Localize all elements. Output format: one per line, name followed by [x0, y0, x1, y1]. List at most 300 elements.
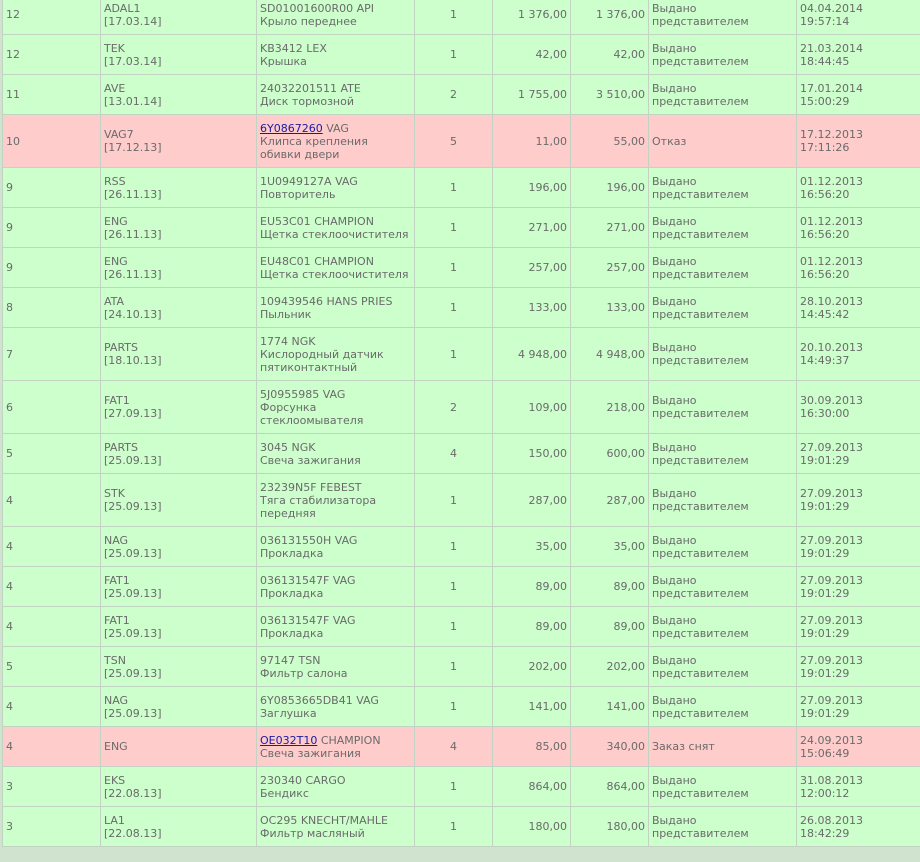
order-number-cell — [3, 767, 101, 807]
supplier-code: NAG — [104, 533, 129, 547]
sum-cell — [571, 527, 649, 567]
part-brand: VAG — [332, 573, 356, 587]
part-code-line — [260, 774, 411, 787]
price-cell — [493, 75, 571, 115]
status-text: Выдано — [652, 81, 697, 95]
part-code: 036131547F — [260, 613, 330, 627]
order-number: 12 — [6, 48, 20, 61]
datetime-cell — [797, 75, 920, 115]
part-brand: FEBEST — [320, 480, 362, 494]
unit-price: 196,00 — [528, 181, 567, 194]
supplier-cell — [101, 527, 257, 567]
status-time: 19:01:29 — [800, 666, 850, 680]
part-code-line — [260, 255, 411, 268]
status-cell — [649, 767, 797, 807]
status-date: 01.12.2013 — [800, 174, 863, 188]
status-cell — [649, 208, 797, 248]
price-cell — [493, 328, 571, 381]
part-cell — [257, 381, 415, 434]
price-cell — [493, 727, 571, 767]
status-time: 17:11:26 — [800, 141, 850, 154]
datetime-cell — [797, 328, 920, 381]
datetime-cell — [797, 567, 920, 607]
supplier-code: EKS — [104, 773, 126, 787]
status-date: 27.09.2013 — [800, 613, 863, 627]
status-text: представителем — [652, 786, 749, 800]
part-brand: VAG — [335, 174, 358, 188]
supplier-code: AVE — [104, 81, 126, 95]
quantity: 1 — [450, 820, 457, 833]
status-cell — [649, 527, 797, 567]
part-cell — [257, 115, 415, 168]
order-number-cell — [3, 527, 101, 567]
price-cell — [493, 248, 571, 288]
sum-cell — [571, 0, 649, 35]
supplier-cell — [101, 807, 257, 847]
part-code: 036131550H — [260, 533, 332, 547]
order-number: 11 — [6, 88, 20, 101]
order-number: 3 — [6, 820, 13, 833]
order-number: 8 — [6, 301, 13, 314]
order-row — [3, 807, 920, 847]
part-cell — [257, 248, 415, 288]
part-cell — [257, 168, 415, 208]
order-row — [3, 0, 920, 35]
status-date: 17.12.2013 — [800, 128, 863, 141]
status-date: 27.09.2013 — [800, 693, 863, 707]
order-number: 9 — [6, 261, 13, 274]
quantity: 1 — [450, 181, 457, 194]
quantity: 1 — [450, 700, 457, 713]
part-description: Щетка стеклоочистителя — [260, 227, 409, 241]
status-cell — [649, 328, 797, 381]
order-number-cell — [3, 687, 101, 727]
line-total: 42,00 — [613, 48, 645, 61]
supplier-code: ENG — [104, 214, 128, 228]
quantity: 1 — [450, 780, 457, 793]
part-description: Заглушка — [260, 706, 317, 720]
order-number-cell — [3, 328, 101, 381]
status-text: представителем — [652, 706, 749, 720]
part-code-line — [260, 441, 411, 454]
status-text: представителем — [652, 354, 749, 367]
part-code: EU48C01 — [260, 254, 311, 268]
supplier-code: PARTS — [104, 341, 138, 354]
status-text: Выдано — [652, 693, 697, 707]
status-text: Выдано — [652, 487, 697, 500]
status-time: 19:01:29 — [800, 626, 850, 640]
supplier-code: NAG — [104, 693, 129, 707]
quantity-cell — [415, 767, 493, 807]
status-cell — [649, 381, 797, 434]
quantity-cell — [415, 208, 493, 248]
unit-price: 287,00 — [528, 493, 567, 507]
supplier-date: [13.01.14] — [104, 94, 162, 108]
order-row — [3, 168, 920, 208]
quantity: 1 — [450, 301, 457, 314]
part-brand: ATE — [340, 81, 361, 95]
quantity-cell — [415, 328, 493, 381]
datetime-cell — [797, 35, 920, 75]
order-row — [3, 647, 920, 687]
part-description: Свеча зажигания — [260, 746, 361, 760]
part-code-link[interactable]: OE032T10 — [260, 733, 318, 747]
order-number-cell — [3, 208, 101, 248]
sum-cell — [571, 75, 649, 115]
datetime-cell — [797, 527, 920, 567]
part-code-line — [260, 2, 411, 15]
status-text: Выдано — [652, 573, 697, 587]
status-time: 16:56:20 — [800, 227, 850, 241]
part-description: пятиконтактный — [260, 360, 358, 374]
order-number-cell — [3, 75, 101, 115]
part-cell — [257, 35, 415, 75]
status-time: 19:01:29 — [800, 706, 850, 720]
part-description: Щетка стеклоочистителя — [260, 267, 409, 281]
quantity-cell — [415, 115, 493, 168]
supplier-code: ATA — [104, 294, 125, 308]
quantity: 2 — [450, 400, 457, 414]
supplier-cell — [101, 248, 257, 288]
status-text: Выдано — [652, 341, 697, 354]
unit-price: 257,00 — [528, 261, 567, 274]
part-code-line — [260, 694, 411, 707]
status-time: 19:57:14 — [800, 14, 850, 28]
order-row — [3, 75, 920, 115]
price-cell — [493, 607, 571, 647]
status-date: 28.10.2013 — [800, 294, 863, 308]
status-text: Выдано — [652, 174, 697, 188]
status-date: 26.08.2013 — [800, 813, 863, 827]
status-date: 04.04.2014 — [800, 1, 863, 15]
supplier-code: VAG7 — [104, 128, 134, 141]
sum-cell — [571, 727, 649, 767]
supplier-date: [26.11.13] — [104, 187, 162, 201]
status-text: Выдано — [652, 254, 697, 268]
part-cell — [257, 567, 415, 607]
status-cell — [649, 807, 797, 847]
price-cell — [493, 567, 571, 607]
status-text: Выдано — [652, 1, 697, 15]
part-code: 036131547F — [260, 573, 330, 587]
supplier-code: RSS — [104, 174, 126, 188]
line-total: 864,00 — [606, 780, 645, 793]
part-description: Клипса крепления — [260, 134, 368, 148]
datetime-cell — [797, 727, 920, 767]
order-number-cell — [3, 168, 101, 208]
status-time: 19:01:29 — [800, 586, 850, 600]
order-number: 9 — [6, 181, 13, 194]
part-brand: TSN — [298, 653, 321, 667]
unit-price: 202,00 — [528, 660, 567, 673]
datetime-cell — [797, 647, 920, 687]
quantity: 4 — [450, 447, 457, 460]
supplier-cell — [101, 288, 257, 328]
price-cell — [493, 527, 571, 567]
price-cell — [493, 35, 571, 75]
supplier-cell — [101, 434, 257, 474]
order-number-cell — [3, 647, 101, 687]
price-cell — [493, 434, 571, 474]
part-description: передняя — [260, 506, 316, 520]
part-cell — [257, 208, 415, 248]
supplier-cell — [101, 381, 257, 434]
status-cell — [649, 248, 797, 288]
status-text: Выдано — [652, 533, 697, 547]
part-brand: VAG — [322, 387, 346, 401]
order-row — [3, 767, 920, 807]
quantity-cell — [415, 168, 493, 208]
status-date: 24.09.2013 — [800, 733, 863, 747]
quantity-cell — [415, 474, 493, 527]
part-cell — [257, 434, 415, 474]
order-number-cell — [3, 607, 101, 647]
part-cell — [257, 727, 415, 767]
supplier-code: STK — [104, 487, 125, 500]
status-text: представителем — [652, 666, 749, 680]
order-number: 3 — [6, 780, 13, 793]
price-cell — [493, 687, 571, 727]
supplier-code: FAT1 — [104, 394, 130, 407]
status-time: 14:49:37 — [800, 354, 850, 367]
status-date: 27.09.2013 — [800, 487, 863, 500]
datetime-cell — [797, 607, 920, 647]
status-text: представителем — [652, 586, 749, 600]
line-total: 600,00 — [606, 447, 645, 460]
price-cell — [493, 807, 571, 847]
status-cell — [649, 35, 797, 75]
part-description: Диск тормозной — [260, 94, 354, 108]
part-code: 109439546 — [260, 294, 323, 308]
sum-cell — [571, 328, 649, 381]
unit-price: 11,00 — [535, 134, 567, 148]
status-time: 19:01:29 — [800, 546, 850, 560]
sum-cell — [571, 115, 649, 168]
supplier-date: [24.10.13] — [104, 307, 162, 321]
supplier-cell — [101, 168, 257, 208]
unit-price: 150,00 — [528, 447, 567, 460]
quantity: 1 — [450, 620, 457, 633]
line-total: 340,00 — [606, 740, 645, 753]
part-code-line — [260, 654, 411, 667]
part-description: стеклоомывателя — [260, 413, 364, 427]
status-text: представителем — [652, 187, 749, 201]
part-code-line — [260, 335, 411, 348]
status-text: представителем — [652, 453, 749, 467]
part-code: 3045 — [260, 440, 288, 454]
order-number-cell — [3, 474, 101, 527]
order-row — [3, 381, 920, 434]
order-row — [3, 288, 920, 328]
sum-cell — [571, 607, 649, 647]
unit-price: 42,00 — [535, 48, 567, 61]
part-code-line — [260, 481, 411, 494]
sum-cell — [571, 647, 649, 687]
order-number-cell — [3, 288, 101, 328]
order-row — [3, 35, 920, 75]
order-number: 6 — [6, 400, 13, 414]
quantity-cell — [415, 35, 493, 75]
sum-cell — [571, 288, 649, 328]
part-description: Прокладка — [260, 586, 324, 600]
part-cell — [257, 607, 415, 647]
supplier-cell — [101, 567, 257, 607]
supplier-cell — [101, 208, 257, 248]
part-code-line — [260, 814, 411, 827]
status-text: представителем — [652, 546, 749, 560]
unit-price: 271,00 — [528, 221, 567, 234]
unit-price: 85,00 — [535, 740, 567, 753]
quantity: 1 — [450, 540, 457, 553]
line-total: 35,00 — [613, 540, 645, 553]
part-cell — [257, 647, 415, 687]
supplier-date: [22.08.13] — [104, 786, 162, 800]
sum-cell — [571, 381, 649, 434]
quantity: 1 — [450, 48, 457, 61]
order-number-cell — [3, 381, 101, 434]
quantity: 5 — [450, 134, 457, 148]
status-date: 01.12.2013 — [800, 254, 863, 268]
line-total: 180,00 — [606, 820, 645, 833]
quantity-cell — [415, 647, 493, 687]
part-brand: NGK — [291, 334, 316, 348]
part-code: 1774 — [260, 334, 288, 348]
part-code-line — [260, 215, 411, 228]
status-text: представителем — [652, 227, 749, 241]
part-code: 23239N5F — [260, 480, 317, 494]
part-brand: CARGO — [305, 773, 346, 787]
quantity: 1 — [450, 347, 457, 361]
order-number-cell — [3, 434, 101, 474]
line-total: 202,00 — [606, 660, 645, 673]
datetime-cell — [797, 767, 920, 807]
line-total: 89,00 — [613, 580, 645, 593]
quantity-cell — [415, 248, 493, 288]
quantity: 4 — [450, 740, 457, 753]
part-description: Повторитель — [260, 187, 336, 201]
status-text: представителем — [652, 407, 749, 420]
sum-cell — [571, 434, 649, 474]
supplier-code: TEK — [104, 41, 125, 55]
quantity: 1 — [450, 493, 457, 507]
status-date: 17.01.2014 — [800, 81, 863, 95]
supplier-date: [22.08.13] — [104, 826, 162, 840]
status-time: 19:01:29 — [800, 453, 850, 467]
price-cell — [493, 474, 571, 527]
line-total: 287,00 — [606, 493, 645, 507]
unit-price: 4 948,00 — [518, 347, 567, 361]
order-number-cell — [3, 35, 101, 75]
quantity: 1 — [450, 660, 457, 673]
part-description: Пыльник — [260, 307, 312, 321]
status-cell — [649, 168, 797, 208]
supplier-date: [25.09.13] — [104, 586, 162, 600]
supplier-date: [17.03.14] — [104, 54, 162, 68]
part-cell — [257, 288, 415, 328]
supplier-code: PARTS — [104, 440, 138, 454]
quantity-cell — [415, 75, 493, 115]
status-time: 16:56:20 — [800, 267, 850, 281]
part-description: Фильтр салона — [260, 666, 348, 680]
part-description: Форсунка — [260, 400, 317, 414]
order-row-cancelled — [3, 115, 920, 168]
price-cell — [493, 208, 571, 248]
status-text: Выдано — [652, 773, 697, 787]
supplier-code: FAT1 — [104, 613, 130, 627]
status-cell — [649, 434, 797, 474]
supplier-cell — [101, 0, 257, 35]
order-number-cell — [3, 807, 101, 847]
unit-price: 89,00 — [535, 580, 567, 593]
part-description: Бендикс — [260, 786, 309, 800]
part-code-link[interactable]: 6Y0867260 — [260, 121, 323, 135]
order-row — [3, 567, 920, 607]
line-total: 89,00 — [613, 620, 645, 633]
line-total: 4 948,00 — [596, 347, 645, 361]
supplier-cell — [101, 75, 257, 115]
part-code: EU53C01 — [260, 214, 311, 228]
part-description: Фильтр масляный — [260, 826, 365, 840]
order-number: 4 — [6, 700, 13, 713]
quantity-cell — [415, 434, 493, 474]
order-number: 4 — [6, 740, 13, 753]
part-code-line — [260, 388, 411, 401]
status-cell — [649, 75, 797, 115]
supplier-date: [26.11.13] — [104, 267, 162, 281]
supplier-code: ADAL1 — [104, 1, 141, 15]
status-cell — [649, 727, 797, 767]
order-row — [3, 248, 920, 288]
order-number: 4 — [6, 580, 13, 593]
sum-cell — [571, 807, 649, 847]
status-text: Выдано — [652, 440, 697, 454]
supplier-date: [17.03.14] — [104, 14, 162, 28]
part-code: OC295 — [260, 813, 298, 827]
line-total: 1 376,00 — [596, 8, 645, 21]
line-total: 271,00 — [606, 221, 645, 234]
line-total: 55,00 — [613, 134, 645, 148]
line-total: 3 510,00 — [596, 88, 645, 101]
supplier-date: [25.09.13] — [104, 453, 162, 467]
status-time: 16:56:20 — [800, 187, 850, 201]
status-text: Выдано — [652, 813, 697, 827]
status-time: 18:42:29 — [800, 826, 850, 840]
supplier-date: [17.12.13] — [104, 141, 162, 154]
status-cell — [649, 0, 797, 35]
part-code-line — [260, 42, 411, 55]
datetime-cell — [797, 288, 920, 328]
status-date: 27.09.2013 — [800, 533, 863, 547]
unit-price: 35,00 — [535, 540, 567, 553]
supplier-cell — [101, 647, 257, 687]
status-text: представителем — [652, 826, 749, 840]
part-code: 1U0949127A — [260, 174, 332, 188]
part-brand: KNECHT/MAHLE — [300, 813, 388, 827]
status-date: 21.03.2014 — [800, 41, 863, 55]
datetime-cell — [797, 434, 920, 474]
quantity-cell — [415, 567, 493, 607]
quantity-cell — [415, 381, 493, 434]
status-cell — [649, 607, 797, 647]
part-brand: VAG — [326, 121, 349, 135]
part-description: Крышка — [260, 54, 307, 68]
part-brand: VAG — [334, 533, 358, 547]
order-number-cell — [3, 0, 101, 35]
unit-price: 89,00 — [535, 620, 567, 633]
part-description: обивки двери — [260, 147, 340, 161]
price-cell — [493, 381, 571, 434]
line-total: 196,00 — [606, 181, 645, 194]
